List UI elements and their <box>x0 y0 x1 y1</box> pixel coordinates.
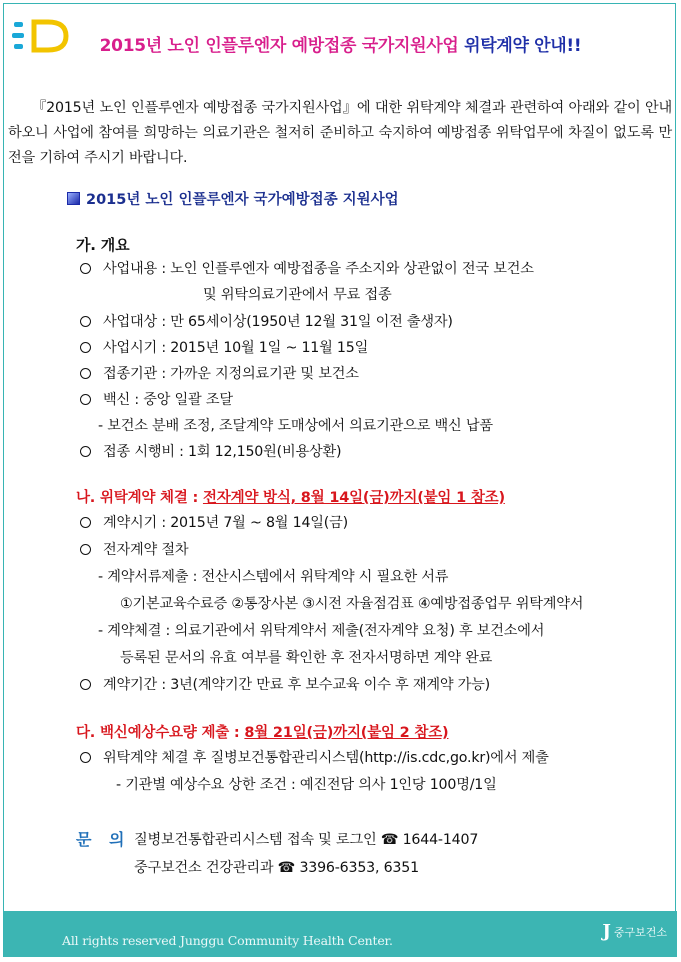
ga-item-5-sub: - 보건소 분배 조정, 조달계약 도매상에서 의료기관으로 백신 납품 <box>98 418 493 434</box>
circle-bullet-icon <box>80 517 91 528</box>
ga-item-1 <box>80 258 534 278</box>
circle-bullet-icon <box>80 446 91 457</box>
intro-text: 『2015년 노인 인플루엔자 예방접종 국가지원사업』에 대한 위탁계약 체결과 관련하여 아래와 같이 안내하오니 사업에 참여를 희망하는 의료기관은 철저히 준비하고 숙지하여 예방접종 위탁업무에 차질이 없도록 만전을 기하여 주시기 바랍니다. <box>8 100 672 166</box>
section-heading-text: 2015년 노인 인플루엔자 국가예방접종 지원사업 <box>86 192 399 208</box>
ga-item-5 <box>80 389 233 409</box>
title-part-2: 위탁계약 안내!! <box>464 36 582 56</box>
ga-item-3 <box>80 337 368 357</box>
da-item-1 <box>80 747 549 767</box>
da-item-1-text: 위탁계약 체결 후 질병보건통합관리시스템(http://is.cdc,go.kr)에서 제출 <box>103 750 549 766</box>
circle-bullet-icon <box>80 316 91 327</box>
contact-line-2: 중구보건소 건강관리과 ☎ 3396-6353, 6351 <box>134 860 419 876</box>
circle-bullet-icon <box>80 544 91 555</box>
circle-bullet-icon <box>80 263 91 274</box>
ga-item-6-text: 접종 시행비 : 1회 12,150원(비용상환) <box>103 444 342 460</box>
na-item-2-text: 전자계약 절차 <box>103 542 189 558</box>
circle-bullet-icon <box>80 342 91 353</box>
ga-item-1-text: 사업내용 : 노인 인플루엔자 예방접종을 주소지와 상관없이 전국 보건소 <box>103 261 534 277</box>
square-bullet-icon <box>67 192 80 205</box>
na-heading-deadline: 전자계약 방식, 8월 14일(금)까지(붙임 1 참조) <box>202 490 505 506</box>
circle-bullet-icon <box>80 679 91 690</box>
da-heading-prefix: 다. 백신예상수요량 제출 : <box>76 725 245 741</box>
ga-item-1-cont: 및 위탁의료기관에서 무료 접종 <box>203 287 392 303</box>
title-part-1: 2015년 노인 인플루엔자 예방접종 국가지원사업 <box>99 36 459 56</box>
ga-item-3-text: 사업시기 : 2015년 10월 1일 ~ 11월 15일 <box>103 340 369 356</box>
na-heading <box>76 486 505 507</box>
ga-item-6 <box>80 441 341 461</box>
footer-logo-text: 중구보건소 <box>613 925 667 939</box>
page-title <box>0 31 681 56</box>
ga-item-4-text: 접종기관 : 가까운 지정의료기관 및 보건소 <box>103 366 359 382</box>
na-item-1-text: 계약시기 : 2015년 7월 ~ 8월 14일(금) <box>103 515 348 531</box>
circle-bullet-icon <box>80 752 91 763</box>
footer-logo <box>602 921 667 942</box>
ga-item-4 <box>80 363 359 383</box>
ga-item-2 <box>80 311 453 331</box>
contact-label: 문 의 <box>76 830 131 849</box>
circle-bullet-icon <box>80 394 91 405</box>
na-item-3 <box>80 674 490 694</box>
na-item-2 <box>80 539 188 559</box>
na-sub-1: - 계약서류제출 : 전산시스템에서 위탁계약 시 필요한 서류 <box>98 569 449 585</box>
da-item-1-sub: - 기관별 예상수요 상한 조건 : 예진전담 의사 1인당 100명/1일 <box>116 777 497 793</box>
section-heading <box>67 188 399 209</box>
intro-paragraph <box>8 96 672 171</box>
na-sub-1-cont: ①기본교육수료증 ②통장사본 ③시전 자율점검표 ④예방접종업무 위탁계약서 <box>120 596 584 612</box>
ga-item-5-text: 백신 : 중앙 일괄 조달 <box>103 392 233 408</box>
na-heading-prefix: 나. 위탁계약 체결 : <box>76 490 203 506</box>
footer-copyright: All rights reserved Junggu Community Health Center. <box>62 933 393 948</box>
na-sub-2-cont: 등록된 문서의 유효 여부를 확인한 후 전자서명하면 계약 완료 <box>120 650 493 666</box>
na-item-3-text: 계약기간 : 3년(계약기간 만료 후 보수교육 이수 후 재계약 가능) <box>103 677 490 693</box>
junggu-logo-icon: J <box>602 921 611 942</box>
ga-heading: 가. 개요 <box>76 236 130 254</box>
footer-bar <box>4 911 677 957</box>
na-item-1 <box>80 512 348 532</box>
da-heading-deadline: 8월 21일(금)까지(붙임 2 참조) <box>244 725 449 741</box>
na-sub-2: - 계약체결 : 의료기관에서 위탁계약서 제출(전자계약 요청) 후 보건소에서 <box>98 623 545 639</box>
ga-item-2-text: 사업대상 : 만 65세이상(1950년 12월 31일 이전 출생자) <box>103 314 453 330</box>
contact-line-1: 질병보건통합관리시스템 접속 및 로그인 ☎ 1644-1407 <box>134 832 479 848</box>
circle-bullet-icon <box>80 368 91 379</box>
da-heading <box>76 721 448 742</box>
